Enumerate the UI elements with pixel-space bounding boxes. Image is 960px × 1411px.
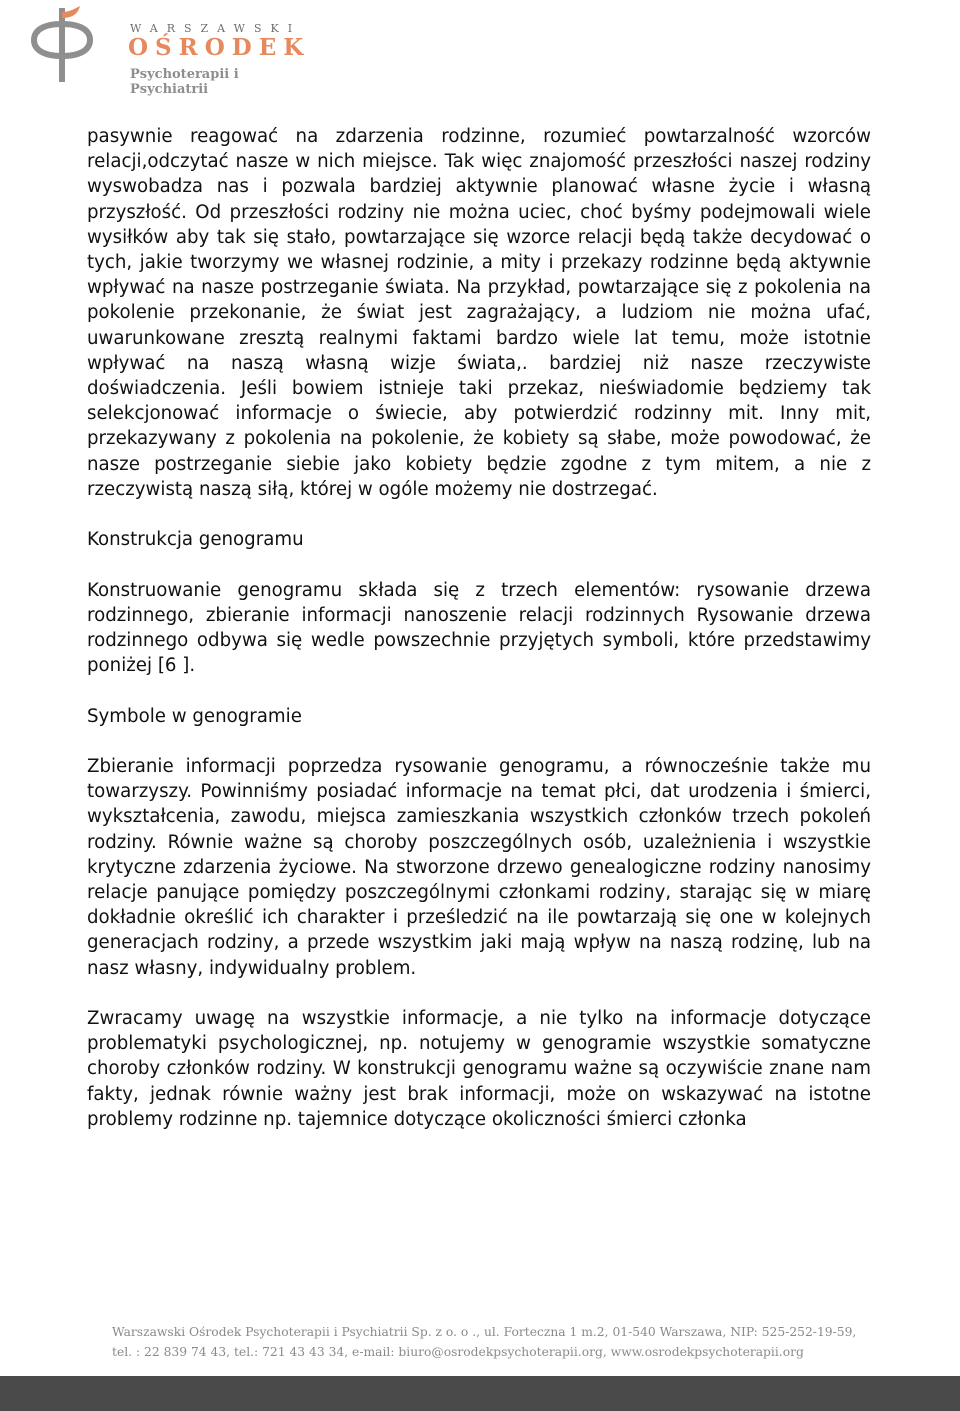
brand-line-warszawski: WARSZAWSKI [130,22,302,35]
letterhead [22,6,311,97]
paragraph-family-patterns: pasywnie reagować na zdarzenia rodzinne, rozumieć powtarzalność wzorców relacji,odczytać nasze w nich miejsce. Tak więc znajomość przeszłości naszej rodziny wyswobadza nas i pozwala bardziej aktywnie planować własne życie i własną przyszłość. Od przeszłości rodziny nie można uciec, choć byśmy podejmowali wiele wysiłków aby tak się stało, powtarzające się wzorce relacji będą także decydować o tych, jakie tworzymy we własnej rodzinie, a mity i przekazy rodzinne będą aktywnie wpływać na nasze postrzeganie świata. Na przykład, powtarzające się z pokolenia na pokolenie przekonanie, że świat jest zagrażający, a ludziom nie można ufać, uwarunkowane zresztą realnymi faktami bardzo wiele lat temu, może istotnie wpływać na naszą własną wizje świata,. bardziej niż nasze rzeczywiste doświadczenia. Jeśli bowiem istnieje taki przekaz, nieświadomie będziemy tak selekcjonować informacje o świecie, aby potwierdzić rodzinny mit. Inny mit, przekazywany z pokolenia na pokolenie, że kobiety są słabe, może powodować, że nasze postrzeganie siebie jako kobiety będzie zgodne z tym mitem, a nie z rzeczywistą naszą siłą, której w ogóle możemy nie dostrzegać. [87,126,871,500]
section-heading-genogram-construction: Konstrukcja genogramu [87,529,304,551]
phi-psi-monogram-icon [22,6,102,86]
brand-line-subtitle: Psychoterapii i Psychiatrii [130,67,239,97]
footer-contact-line: tel. : 22 839 74 43, tel.: 721 43 43 34, e-mail: biuro@osrodekpsychoterapii.org, www.osrodekpsychoterapii.org [112,1345,804,1359]
paragraph-genogram-elements: Konstruowanie genogramu składa się z trzech elementów: rysowanie drzewa rodzinnego, zbieranie informacji nanoszenie relacji rodzinnych Rysowanie drzewa rodzinnego odbywa się wedle powszechnie przyjętych symboli, które przedstawimy poniżej [6 ]. [87,579,871,677]
bottom-bar [0,1376,960,1411]
brand-line-osrodek: OŚRODEK [128,34,311,61]
page-footer [112,1322,857,1362]
document-body [87,124,871,1132]
paragraph-information-gathering: Zbieranie informacji poprzedza rysowanie genogramu, a równocześnie także mu towarzyszy. Powinniśmy posiadać informacje na temat płci, dat urodzenia i śmierci, wykształcenia, zawodu, miejsca zamieszkania wszystkich członków trzech pokoleń rodziny. Równie ważne są choroby poszczególnych osób, uzależnienia i wszystkie krytyczne zdarzenia życiowe. Na stworzone drzewo genealogiczne rodziny nanosimy relacje panujące pomiędzy poszczególnymi członkami rodziny, starając się w miarę dokładnie określić ich charakter i prześledzić na ile powtarzają się one w kolejnych generacjach rodziny, a przede wszystkim jaki mają wpływ na naszą rodzinę, lub na nasz własny, indywidualny problem. [87,756,871,979]
section-heading-genogram-symbols: Symbole w genogramie [87,705,302,727]
paragraph-all-information: Zwracamy uwagę na wszystkie informacje, a nie tylko na informacje dotyczące problematyki psychologicznej, np. notujemy w genogramie wszystkie somatyczne choroby członków rodziny. W konstrukcji genogramu ważne są oczywiście znane nam fakty, jednak równie ważny jest brak informacji, może on wskazywać na istotne problemy rodzinne np. tajemnice dotyczące okoliczności śmierci członka [87,1008,871,1130]
footer-address-line: Warszawski Ośrodek Psychoterapii i Psychiatrii Sp. z o. o ., ul. Forteczna 1 m.2, 01-540 Warszawa, NIP: 525-252-19-59, [112,1325,857,1339]
